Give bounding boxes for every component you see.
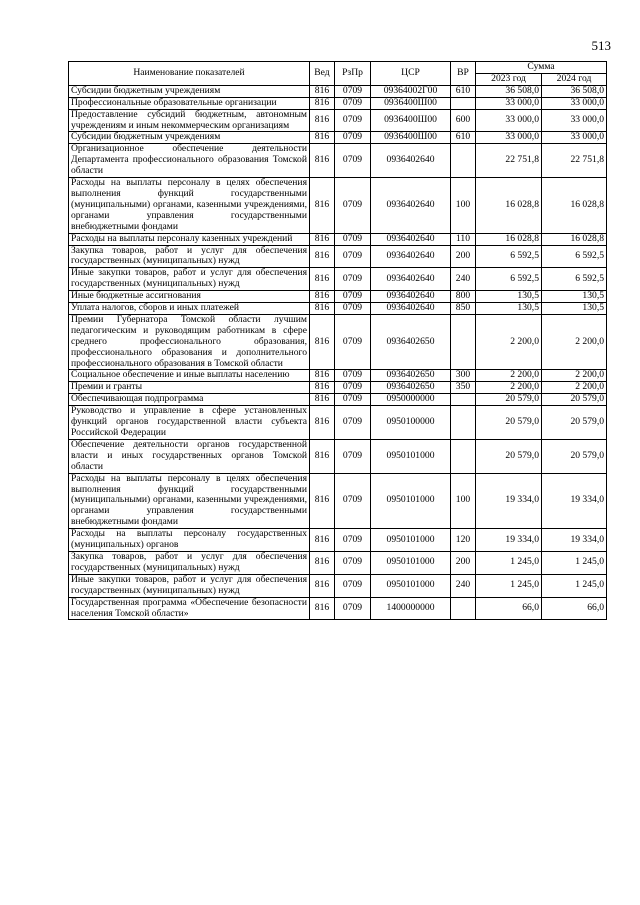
row-vr-cell: 350 [451, 382, 476, 394]
table-row [69, 370, 607, 382]
row-vr-cell: 600 [451, 109, 476, 132]
row-name-cell: Расходы на выплаты персоналу государственных (муниципальных) органов [69, 529, 310, 552]
page-number: 513 [591, 38, 611, 53]
row-vr-cell: 200 [451, 245, 476, 268]
table-row [69, 303, 607, 315]
table-row [69, 406, 607, 440]
table-row [69, 382, 607, 394]
row-rzpr-cell: 0709 [335, 132, 371, 144]
header-vr: ВР [451, 62, 476, 86]
row-rzpr-cell: 0709 [335, 439, 371, 473]
row-2023-cell: 1 245,0 [476, 574, 542, 597]
row-ved-cell: 816 [310, 551, 335, 574]
row-vr-cell: 800 [451, 291, 476, 303]
row-vr-cell: 100 [451, 178, 476, 234]
row-ved-cell: 816 [310, 439, 335, 473]
row-rzpr-cell: 0709 [335, 394, 371, 406]
row-2023-cell: 130,5 [476, 291, 542, 303]
row-2024-cell: 20 579,0 [542, 394, 607, 406]
row-2023-cell: 2 200,0 [476, 370, 542, 382]
row-2023-cell: 36 508,0 [476, 85, 542, 97]
row-2023-cell: 33 000,0 [476, 109, 542, 132]
table-row [69, 439, 607, 473]
table-row [69, 291, 607, 303]
row-ved-cell: 816 [310, 132, 335, 144]
row-rzpr-cell: 0709 [335, 473, 371, 529]
table-row [69, 597, 607, 620]
row-name-cell: Руководство и управление в сфере установленных функций органов государственной власти субъекта Российской Федерации [69, 406, 310, 440]
table-row [69, 233, 607, 245]
table-row [69, 394, 607, 406]
row-2023-cell: 6 592,5 [476, 268, 542, 291]
row-vr-cell: 120 [451, 529, 476, 552]
row-name-cell: Расходы на выплаты персоналу в целях обеспечения выполнения функций государственными (муниципальными) органами, казенными учреждениями, органами управления государственными внебюджетными фондами [69, 473, 310, 529]
row-name-cell: Закупка товаров, работ и услуг для обеспечения государственных (муниципальных) нужд [69, 245, 310, 268]
row-rzpr-cell: 0709 [335, 597, 371, 620]
row-2024-cell: 1 245,0 [542, 551, 607, 574]
row-name-cell: Субсидии бюджетным учреждениям [69, 85, 310, 97]
row-vr-cell: 100 [451, 473, 476, 529]
row-csr-cell: 09364002Г00 [371, 85, 451, 97]
row-2024-cell: 2 200,0 [542, 370, 607, 382]
row-2024-cell: 6 592,5 [542, 268, 607, 291]
row-vr-cell: 240 [451, 268, 476, 291]
row-ved-cell: 816 [310, 382, 335, 394]
table-row [69, 529, 607, 552]
header-2024: 2024 год [542, 73, 607, 85]
header-rzpr: РзПр [335, 62, 371, 86]
row-2023-cell: 6 592,5 [476, 245, 542, 268]
row-2023-cell: 2 200,0 [476, 382, 542, 394]
row-rzpr-cell: 0709 [335, 406, 371, 440]
header-ved: Вед [310, 62, 335, 86]
row-ved-cell: 816 [310, 291, 335, 303]
row-ved-cell: 816 [310, 245, 335, 268]
row-ved-cell: 816 [310, 597, 335, 620]
row-2024-cell: 2 200,0 [542, 314, 607, 370]
row-vr-cell [451, 97, 476, 109]
row-2024-cell: 33 000,0 [542, 109, 607, 132]
table-row [69, 109, 607, 132]
row-ved-cell: 816 [310, 144, 335, 178]
row-rzpr-cell: 0709 [335, 233, 371, 245]
row-vr-cell: 110 [451, 233, 476, 245]
row-rzpr-cell: 0709 [335, 529, 371, 552]
row-vr-cell: 610 [451, 85, 476, 97]
row-csr-cell: 0936402640 [371, 268, 451, 291]
row-rzpr-cell: 0709 [335, 97, 371, 109]
budget-table [68, 61, 607, 620]
row-csr-cell: 0936402640 [371, 291, 451, 303]
row-2024-cell: 33 000,0 [542, 132, 607, 144]
header-sum: Сумма [476, 62, 607, 74]
table-row [69, 178, 607, 234]
row-csr-cell: 0936402640 [371, 144, 451, 178]
row-name-cell: Уплата налогов, сборов и иных платежей [69, 303, 310, 315]
row-rzpr-cell: 0709 [335, 574, 371, 597]
row-name-cell: Премии и гранты [69, 382, 310, 394]
row-csr-cell: 0936402640 [371, 303, 451, 315]
row-2024-cell: 20 579,0 [542, 439, 607, 473]
row-ved-cell: 816 [310, 85, 335, 97]
row-name-cell: Расходы на выплаты персоналу казенных учреждений [69, 233, 310, 245]
row-ved-cell: 816 [310, 394, 335, 406]
row-csr-cell: 0950101000 [371, 439, 451, 473]
header-name: Наименование показателей [69, 62, 310, 86]
row-2023-cell: 19 334,0 [476, 529, 542, 552]
row-2024-cell: 16 028,8 [542, 233, 607, 245]
row-2023-cell: 33 000,0 [476, 97, 542, 109]
row-rzpr-cell: 0709 [335, 551, 371, 574]
row-2023-cell: 20 579,0 [476, 406, 542, 440]
row-csr-cell: 0936402650 [371, 382, 451, 394]
row-2023-cell: 22 751,8 [476, 144, 542, 178]
row-2023-cell: 33 000,0 [476, 132, 542, 144]
row-2024-cell: 20 579,0 [542, 406, 607, 440]
row-2024-cell: 1 245,0 [542, 574, 607, 597]
row-name-cell: Обеспечивающая подпрограмма [69, 394, 310, 406]
row-2024-cell: 36 508,0 [542, 85, 607, 97]
row-ved-cell: 816 [310, 178, 335, 234]
row-vr-cell: 850 [451, 303, 476, 315]
row-name-cell: Иные закупки товаров, работ и услуг для обеспечения государственных (муниципальных) нужд [69, 268, 310, 291]
row-vr-cell [451, 439, 476, 473]
header-2023: 2023 год [476, 73, 542, 85]
row-csr-cell: 0936400Ш00 [371, 97, 451, 109]
row-csr-cell: 0936400Ш00 [371, 109, 451, 132]
table-row [69, 574, 607, 597]
row-csr-cell: 0950101000 [371, 473, 451, 529]
row-2023-cell: 16 028,8 [476, 233, 542, 245]
row-rzpr-cell: 0709 [335, 370, 371, 382]
row-2023-cell: 20 579,0 [476, 439, 542, 473]
row-vr-cell [451, 144, 476, 178]
row-name-cell: Социальное обеспечение и иные выплаты населению [69, 370, 310, 382]
row-ved-cell: 816 [310, 406, 335, 440]
row-ved-cell: 816 [310, 473, 335, 529]
row-2024-cell: 130,5 [542, 303, 607, 315]
row-vr-cell [451, 406, 476, 440]
table-row [69, 551, 607, 574]
row-rzpr-cell: 0709 [335, 291, 371, 303]
row-name-cell: Профессиональные образовательные организации [69, 97, 310, 109]
row-rzpr-cell: 0709 [335, 382, 371, 394]
table-row [69, 473, 607, 529]
row-rzpr-cell: 0709 [335, 303, 371, 315]
row-2023-cell: 20 579,0 [476, 394, 542, 406]
table-row [69, 314, 607, 370]
row-name-cell: Предоставление субсидий бюджетным, автономным учреждениям и иным некоммерческим организациям [69, 109, 310, 132]
row-name-cell: Обеспечение деятельности органов государственной власти и иных государственных органов Томской области [69, 439, 310, 473]
row-csr-cell: 0950101000 [371, 529, 451, 552]
row-2024-cell: 19 334,0 [542, 473, 607, 529]
table-row [69, 144, 607, 178]
row-ved-cell: 816 [310, 97, 335, 109]
header-csr: ЦСР [371, 62, 451, 86]
row-rzpr-cell: 0709 [335, 314, 371, 370]
row-ved-cell: 816 [310, 303, 335, 315]
table-row [69, 97, 607, 109]
row-2023-cell: 19 334,0 [476, 473, 542, 529]
row-2024-cell: 16 028,8 [542, 178, 607, 234]
row-vr-cell: 240 [451, 574, 476, 597]
row-csr-cell: 0936402640 [371, 178, 451, 234]
row-2023-cell: 1 245,0 [476, 551, 542, 574]
row-vr-cell [451, 394, 476, 406]
table-row [69, 268, 607, 291]
row-2023-cell: 130,5 [476, 303, 542, 315]
row-name-cell: Государственная программа «Обеспечение безопасности населения Томской области» [69, 597, 310, 620]
row-vr-cell [451, 314, 476, 370]
row-ved-cell: 816 [310, 233, 335, 245]
row-csr-cell: 0936400Ш00 [371, 132, 451, 144]
row-vr-cell: 300 [451, 370, 476, 382]
row-2024-cell: 19 334,0 [542, 529, 607, 552]
row-rzpr-cell: 0709 [335, 268, 371, 291]
row-csr-cell: 0936402650 [371, 370, 451, 382]
row-name-cell: Организационное обеспечение деятельности Департамента профессионального образования Томской области [69, 144, 310, 178]
row-vr-cell [451, 597, 476, 620]
row-2024-cell: 6 592,5 [542, 245, 607, 268]
row-rzpr-cell: 0709 [335, 245, 371, 268]
table-row [69, 85, 607, 97]
row-ved-cell: 816 [310, 314, 335, 370]
row-vr-cell: 200 [451, 551, 476, 574]
table-body [69, 85, 607, 620]
row-ved-cell: 816 [310, 529, 335, 552]
row-ved-cell: 816 [310, 574, 335, 597]
row-ved-cell: 816 [310, 268, 335, 291]
row-csr-cell: 0936402640 [371, 233, 451, 245]
row-csr-cell: 0936402640 [371, 245, 451, 268]
table-header-row [69, 62, 607, 74]
row-rzpr-cell: 0709 [335, 85, 371, 97]
row-2023-cell: 2 200,0 [476, 314, 542, 370]
row-csr-cell: 0950000000 [371, 394, 451, 406]
row-name-cell: Иные бюджетные ассигнования [69, 291, 310, 303]
row-2024-cell: 66,0 [542, 597, 607, 620]
row-2023-cell: 16 028,8 [476, 178, 542, 234]
row-2024-cell: 2 200,0 [542, 382, 607, 394]
row-name-cell: Иные закупки товаров, работ и услуг для обеспечения государственных (муниципальных) нужд [69, 574, 310, 597]
row-csr-cell: 0936402650 [371, 314, 451, 370]
row-csr-cell: 0950101000 [371, 574, 451, 597]
row-2024-cell: 130,5 [542, 291, 607, 303]
row-vr-cell: 610 [451, 132, 476, 144]
row-ved-cell: 816 [310, 370, 335, 382]
row-csr-cell: 0950101000 [371, 551, 451, 574]
row-ved-cell: 816 [310, 109, 335, 132]
row-rzpr-cell: 0709 [335, 109, 371, 132]
table-row [69, 132, 607, 144]
row-name-cell: Премии Губернатора Томской области лучшим педагогическим и руководящим работникам в сфере среднего профессионального образования, профессионального образования и дополнительного профессионального образования в Томской области [69, 314, 310, 370]
row-rzpr-cell: 0709 [335, 144, 371, 178]
row-2024-cell: 33 000,0 [542, 97, 607, 109]
row-csr-cell: 0950100000 [371, 406, 451, 440]
row-csr-cell: 1400000000 [371, 597, 451, 620]
row-name-cell: Субсидии бюджетным учреждениям [69, 132, 310, 144]
row-2024-cell: 22 751,8 [542, 144, 607, 178]
row-name-cell: Закупка товаров, работ и услуг для обеспечения государственных (муниципальных) нужд [69, 551, 310, 574]
table-row [69, 245, 607, 268]
row-name-cell: Расходы на выплаты персоналу в целях обеспечения выполнения функций государственными (муниципальными) органами, казенными учреждениями, органами управления государственными внебюджетными фондами [69, 178, 310, 234]
row-2023-cell: 66,0 [476, 597, 542, 620]
row-rzpr-cell: 0709 [335, 178, 371, 234]
